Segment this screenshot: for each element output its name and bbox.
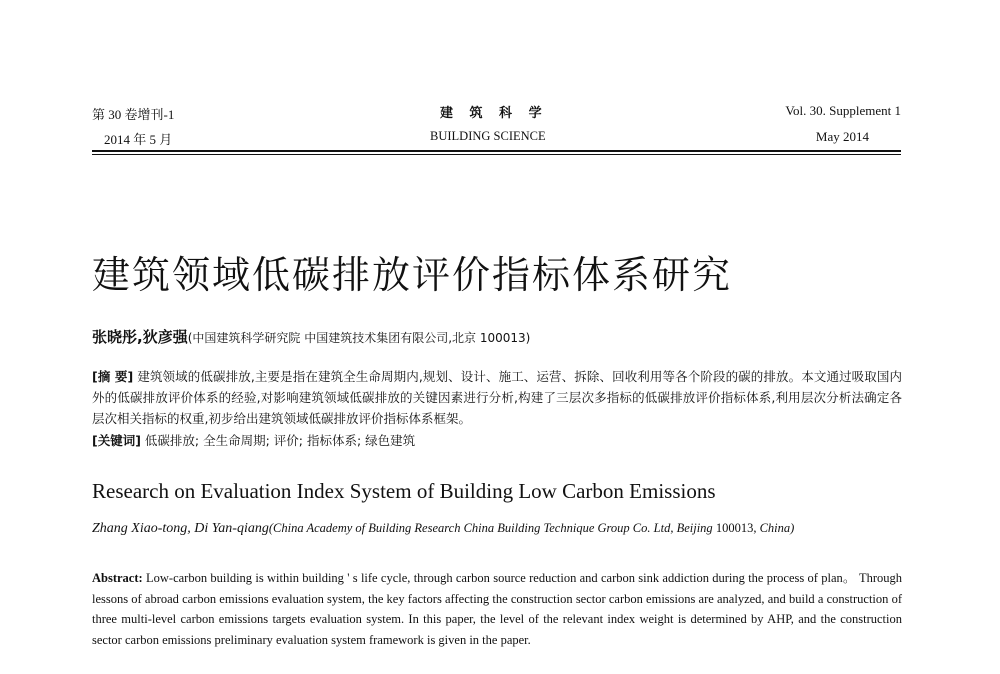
abstract-en	[92, 568, 902, 650]
journal-title-en: BUILDING SCIENCE	[430, 129, 546, 143]
postcode-en: 100013,	[715, 521, 757, 535]
abstract-en-label: Abstract:	[92, 571, 143, 585]
volume-en: Vol. 30. Supplement 1	[785, 103, 901, 118]
affiliation-en: (China Academy of Building Research China Building Technique Group Co. Ltd, Beijing	[268, 521, 713, 535]
authors-en: Zhang Xiao-tong, Di Yan-qiang	[92, 521, 269, 536]
header-rule-top	[92, 150, 901, 152]
title-cn: 建筑领域低碳排放评价指标体系研究	[92, 253, 733, 297]
title-en: Research on Evaluation Index System of Building Low Carbon Emissions	[92, 479, 716, 503]
abstract-cn-label: [摘 要]	[92, 369, 134, 384]
keywords-cn-text: 低碳排放; 全生命周期; 评价; 指标体系; 绿色建筑	[144, 433, 416, 448]
abstract-en-text: Low-carbon building is within building ' s life cycle, through carbon source reduction and carbon sink addiction during the process of plan。 Through lessons of abroad carbon emissions evaluation system, the key factors affecting the construction sector carbon emissions are analyzed, and build a construction of three multi-level carbon emissions targets evaluation system. In this paper, the level of the relevant index weight is determined by AHP, and the construction sector carbon emissions preliminary evaluation system framework is given in the paper.	[92, 571, 903, 647]
authors-cn-line	[92, 326, 530, 347]
authors-cn: 张晓彤,狄彦强	[92, 328, 188, 346]
abstract-cn	[92, 366, 902, 429]
volume-cn: 第 30 卷增刊-1	[92, 107, 175, 122]
date-cn: 2014 年 5 月	[104, 132, 173, 147]
journal-title-cn: 建 筑 科 学	[440, 106, 548, 121]
affiliation-cn: (中国建筑科学研究院 中国建筑技术集团有限公司,北京 100013)	[187, 331, 531, 345]
abstract-cn-text: 建筑领域的低碳排放,主要是指在建筑全生命周期内,规划、设计、施工、运营、拆除、回收利用等各个阶段的碳的排放。本文通过吸取国内外的低碳排放评价体系的经验,对影响建筑领域低碳排放的关键因素进行分析,构建了三层次多指标的低碳排放评价指标体系,利用层次分析法确定各层次相关指标的权重,初步给出建筑领域低碳排放评价指标体系框架。	[92, 369, 903, 426]
authors-en-block	[92, 517, 902, 540]
date-en: May 2014	[815, 129, 869, 144]
keywords-cn-label: [关键词]	[92, 433, 141, 448]
header-rule-bottom	[92, 154, 901, 155]
country-en: China)	[759, 521, 795, 535]
keywords-cn	[92, 430, 902, 451]
